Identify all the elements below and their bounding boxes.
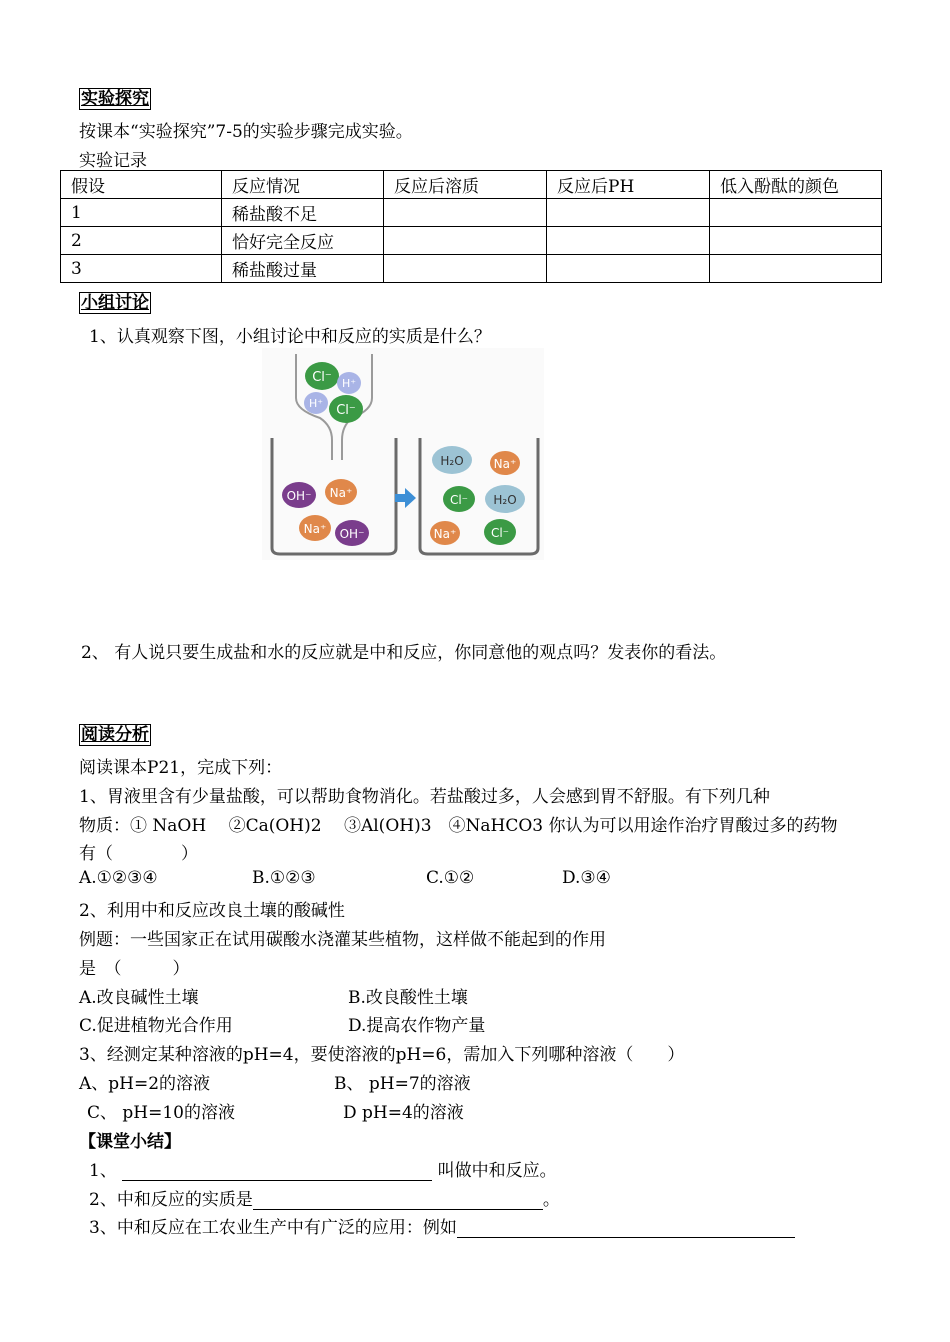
- svg-text:H₂O: H₂O: [440, 454, 464, 468]
- table-cell[interactable]: [547, 199, 710, 227]
- table-header-row: [61, 171, 882, 199]
- svg-text:H⁺: H⁺: [308, 397, 324, 410]
- svg-text:Na⁺: Na⁺: [493, 457, 517, 471]
- question-3-option-b: B、 pH=7的溶液: [334, 1074, 471, 1094]
- ion-na: [430, 521, 460, 545]
- table-cell: 稀盐酸不足: [222, 199, 384, 227]
- summary-item-3-prefix: 3、中和反应在工农业生产中有广泛的应用：例如: [89, 1218, 457, 1238]
- summary-item-2: [89, 1185, 560, 1210]
- question-1-option-a: A.①②③④: [79, 868, 158, 888]
- fill-in-blank[interactable]: [457, 1219, 795, 1238]
- experiment-record-table: [60, 170, 882, 283]
- svg-text:OH⁻: OH⁻: [286, 489, 312, 503]
- ion-cl: [484, 519, 516, 545]
- svg-text:Cl⁻: Cl⁻: [336, 403, 356, 418]
- question-2-title: 2、利用中和反应改良土壤的酸碱性: [79, 901, 345, 921]
- ion-h: [337, 372, 361, 394]
- table-cell: 稀盐酸过量: [222, 255, 384, 283]
- table-row: [61, 227, 882, 255]
- ion-cl: [443, 486, 475, 512]
- summary-item-3: [89, 1213, 795, 1238]
- svg-text:Na⁺: Na⁺: [433, 527, 457, 541]
- reading-intro: 阅读课本P21，完成下列：: [79, 758, 283, 778]
- svg-text:Cl⁻: Cl⁻: [312, 370, 332, 385]
- table-cell: 3: [61, 255, 222, 283]
- table-cell[interactable]: [710, 255, 882, 283]
- table-cell: 1: [61, 199, 222, 227]
- question-2-line-2: 是 （ ）: [79, 959, 190, 979]
- question-2-option-d: D.提高农作物产量: [348, 1016, 486, 1036]
- table-header-cell: 假设: [61, 171, 222, 199]
- section-heading-discussion: 小组讨论: [81, 293, 149, 313]
- table-cell[interactable]: [384, 255, 547, 283]
- summary-item-2-suffix: 。: [542, 1190, 560, 1210]
- svg-text:H₂O: H₂O: [493, 493, 517, 507]
- table-header-cell: 反应后PH: [547, 171, 710, 199]
- fill-in-blank[interactable]: [253, 1191, 543, 1210]
- ion-cl: [305, 362, 339, 390]
- svg-text:Na⁺: Na⁺: [303, 522, 327, 536]
- table-header-cell: 低入酚酞的颜色: [710, 171, 882, 199]
- table-row: [61, 199, 882, 227]
- table-cell[interactable]: [710, 227, 882, 255]
- table-cell[interactable]: [384, 227, 547, 255]
- summary-item-1: [89, 1156, 557, 1181]
- question-1-option-c: C.①②: [426, 868, 475, 888]
- question-1-line-3: 有（ ）: [79, 844, 198, 864]
- summary-item-1-suffix: 叫做中和反应。: [437, 1161, 557, 1181]
- svg-text:Cl⁻: Cl⁻: [449, 493, 469, 507]
- question-2-option-a: A.改良碱性土壤: [79, 988, 199, 1008]
- discussion-question-2: 2、 有人说只要生成盐和水的反应就是中和反应，你同意他的观点吗？发表你的看法。: [81, 643, 727, 663]
- ion-na: [299, 515, 331, 541]
- question-3-option-d: D pH=4的溶液: [343, 1103, 464, 1123]
- table-cell: 恰好完全反应: [222, 227, 384, 255]
- table-cell[interactable]: [710, 199, 882, 227]
- question-1-option-b: B.①②③: [252, 868, 316, 888]
- summary-item-1-prefix: 1、: [89, 1161, 117, 1181]
- ion-h2o: [485, 485, 525, 513]
- question-3-line: 3、经测定某种溶液的pH=4，要使溶液的pH=6，需加入下列哪种溶液（ ）: [79, 1045, 685, 1065]
- svg-text:H⁺: H⁺: [341, 377, 357, 390]
- ion-oh: [335, 520, 369, 546]
- question-3-option-c: C、 pH=10的溶液: [87, 1103, 235, 1123]
- question-3-option-a: A、pH=2的溶液: [79, 1074, 211, 1094]
- summary-item-2-prefix: 2、中和反应的实质是: [89, 1190, 253, 1210]
- table-header-cell: 反应后溶质: [384, 171, 547, 199]
- question-1-line-1: 1、胃液里含有少量盐酸，可以帮助食物消化。若盐酸过多，人会感到胃不舒服。有下列几种: [79, 787, 770, 807]
- table-cell[interactable]: [384, 199, 547, 227]
- table-cell: 2: [61, 227, 222, 255]
- ion-na: [490, 451, 520, 475]
- ion-cl: [329, 395, 363, 423]
- section-heading-reading: 阅读分析: [81, 725, 149, 745]
- table-header-cell: 反应情况: [222, 171, 384, 199]
- question-1-option-d: D.③④: [562, 868, 611, 888]
- experiment-instruction: 按课本“实验探究”7-5的实验步骤完成实验。: [79, 122, 413, 142]
- question-2-line-1: 例题：一些国家正在试用碳酸水浇灌某些植物，这样做不能起到的作用: [79, 930, 606, 950]
- section-heading-experiment: 实验探究: [81, 89, 149, 109]
- ion-h: [304, 392, 328, 414]
- neutralization-diagram: [262, 348, 544, 560]
- question-2-option-c: C.促进植物光合作用: [79, 1016, 233, 1036]
- question-2-option-b: B.改良酸性土壤: [348, 988, 468, 1008]
- ion-na: [325, 479, 357, 505]
- table-cell[interactable]: [547, 255, 710, 283]
- svg-text:Na⁺: Na⁺: [329, 486, 353, 500]
- summary-heading: 【课堂小结】: [79, 1132, 181, 1152]
- svg-text:OH⁻: OH⁻: [339, 527, 365, 541]
- question-1-line-2: 物质：① NaOH ②Ca(OH)2 ③Al(OH)3 ④NaHCO3 你认为可以用途作治疗胃酸过多的药物: [79, 816, 838, 836]
- ion-h2o: [432, 446, 472, 474]
- record-label: 实验记录: [79, 151, 147, 171]
- svg-text:Cl⁻: Cl⁻: [490, 526, 510, 540]
- table-row: [61, 255, 882, 283]
- fill-in-blank[interactable]: [122, 1162, 432, 1181]
- ion-oh: [282, 482, 316, 508]
- table-cell[interactable]: [547, 227, 710, 255]
- discussion-question-1: 1、认真观察下图，小组讨论中和反应的实质是什么？: [89, 327, 491, 347]
